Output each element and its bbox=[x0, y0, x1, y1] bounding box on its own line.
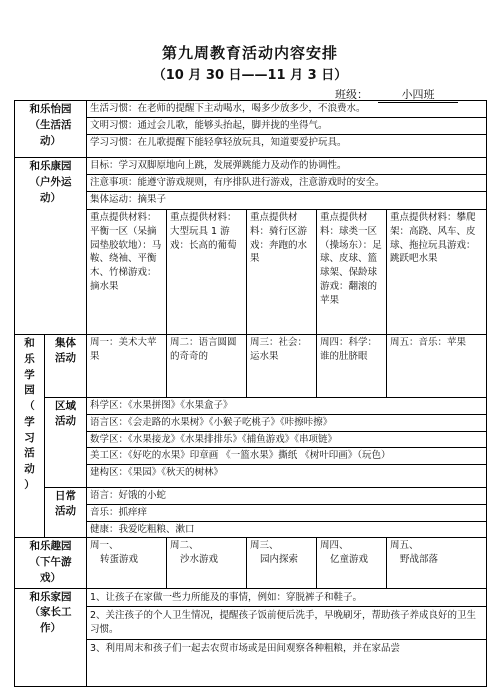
area-content bbox=[87, 398, 487, 488]
outdoor-line: 集体运动：摘果子 bbox=[90, 193, 167, 205]
outdoor-line: 注意事项：能遵守游戏规则，有序排队进行游戏，注意游戏时的安全。 bbox=[87, 175, 486, 192]
outdoor-goals bbox=[87, 158, 487, 210]
class-value: 小四班 bbox=[378, 86, 458, 103]
family-label: 和乐家园 （家长工 作） bbox=[15, 588, 87, 686]
family-content bbox=[87, 588, 487, 686]
life-line: 文明习惯：通过会儿歌，能够头抬起，脚并拢的坐得气。 bbox=[87, 118, 486, 135]
afternoon-cell: 周五、 野战部落 bbox=[387, 538, 487, 588]
afternoon-cell: 周一、 转蛋游戏 bbox=[87, 538, 167, 588]
family-row bbox=[15, 588, 487, 686]
group-cell: 周三：社会：运水果 bbox=[247, 335, 317, 398]
daily-activity-row bbox=[15, 488, 487, 538]
outdoor-label: 和乐康园 （户外运 动） bbox=[15, 158, 87, 335]
afternoon-cell: 周三、 园内探索 bbox=[247, 538, 317, 588]
outdoor-cell: 重点提供材料：骑行区游戏：奔跑的水果 bbox=[247, 210, 317, 335]
class-label: 班级： bbox=[335, 88, 368, 101]
outdoor-goal-row bbox=[15, 158, 487, 210]
group-cell: 周五：音乐：苹果 bbox=[387, 335, 487, 398]
area-activity-row bbox=[15, 398, 487, 488]
life-line: 学习习惯：在儿歌提醒下能轻拿轻放玩具，知道要爱护玩具。 bbox=[90, 136, 347, 148]
outdoor-cell: 重点提供材料：球类一区（操场东）：足球、皮球、篮球架、保龄球游戏：翻滚的苹果 bbox=[317, 210, 387, 335]
afternoon-row bbox=[15, 538, 487, 588]
group-cell: 周二：语言圆圆的奇奇的 bbox=[167, 335, 247, 398]
life-row bbox=[15, 101, 487, 158]
daily-line: 健康：我爱吃粗粮、漱口 bbox=[90, 523, 195, 535]
schedule-table bbox=[14, 100, 487, 687]
outdoor-cell: 重点提供材料：大型玩具 1 游戏：长高的葡萄 bbox=[167, 210, 247, 335]
family-line: 2、关注孩子的个人卫生情况，提醒孩子饭前便后洗手，早晚刷牙，帮助孩子养成良好的卫生习惯。 bbox=[87, 607, 486, 640]
page-title: 第九周教育活动内容安排 bbox=[161, 44, 338, 62]
outdoor-cell: 重点提供材料：攀爬架：高跷、风车、皮球、拖拉玩具游戏：跳跃吧水果 bbox=[387, 210, 487, 335]
daily-content bbox=[87, 488, 487, 538]
outdoor-cell: 重点提供材料：平衡一区（呆摘园垫胶软地）：马鞍、绕袖、平衡木、竹梯游戏：摘水果 bbox=[87, 210, 167, 335]
area-activity-label: 区域 活动 bbox=[45, 398, 87, 488]
afternoon-cell: 周二、 沙水游戏 bbox=[167, 538, 247, 588]
group-cell: 周一：美术大苹果 bbox=[87, 335, 167, 398]
area-line: 数学区：《水果接龙》《水果排排乐》《捕鱼游戏》《串项链》 bbox=[87, 432, 486, 449]
date-range: （10 月 30 日——11 月 3 日） bbox=[152, 68, 348, 83]
daily-line: 音乐：抓痒痒 bbox=[87, 505, 486, 522]
afternoon-label: 和乐趣园 （下午游 戏） bbox=[15, 538, 87, 588]
life-line: 生活习惯：在老师的提醒下主动喝水，喝多少放多少，不浪费水。 bbox=[87, 101, 486, 118]
daily-line: 语言：好饿的小蛇 bbox=[87, 488, 486, 505]
group-activity-row bbox=[15, 335, 487, 398]
area-line: 语言区：《会走路的水果树》《小猴子吃桃子》《咔擦咔擦》 bbox=[87, 415, 486, 432]
area-line: 美工区：《好吃的水果》印章画 《一篮水果》撕纸 《树叶印画》（玩色） bbox=[87, 448, 486, 465]
study-label: 和 乐 学 园 （ 学 习 活 动 ） bbox=[15, 335, 45, 538]
area-line: 科学区：《水果拼图》《水果盒子》 bbox=[87, 398, 486, 415]
group-cell: 周四：科学：谁的肚脐眼 bbox=[317, 335, 387, 398]
outdoor-line: 目标：学习双脚原地向上跳，发展弹跳能力及动作的协调性。 bbox=[87, 158, 486, 175]
family-line: 3、利用周末和孩子们一起去农贸市场或是田间观察各种粗粮，并在家品尝 bbox=[90, 642, 401, 654]
afternoon-cell: 周四、 亿童游戏 bbox=[317, 538, 387, 588]
life-label: 和乐怡园 （生活活 动） bbox=[15, 101, 87, 158]
area-line: 建构区：《果园》《秋天的树林》 bbox=[90, 467, 224, 479]
daily-activity-label: 日常 活动 bbox=[45, 488, 87, 538]
group-activity-label: 集体 活动 bbox=[45, 335, 87, 398]
family-line: 1、让孩子在家做一些力所能及的事情，例如：穿脱裤子和鞋子。 bbox=[87, 589, 486, 608]
life-content bbox=[87, 101, 487, 158]
